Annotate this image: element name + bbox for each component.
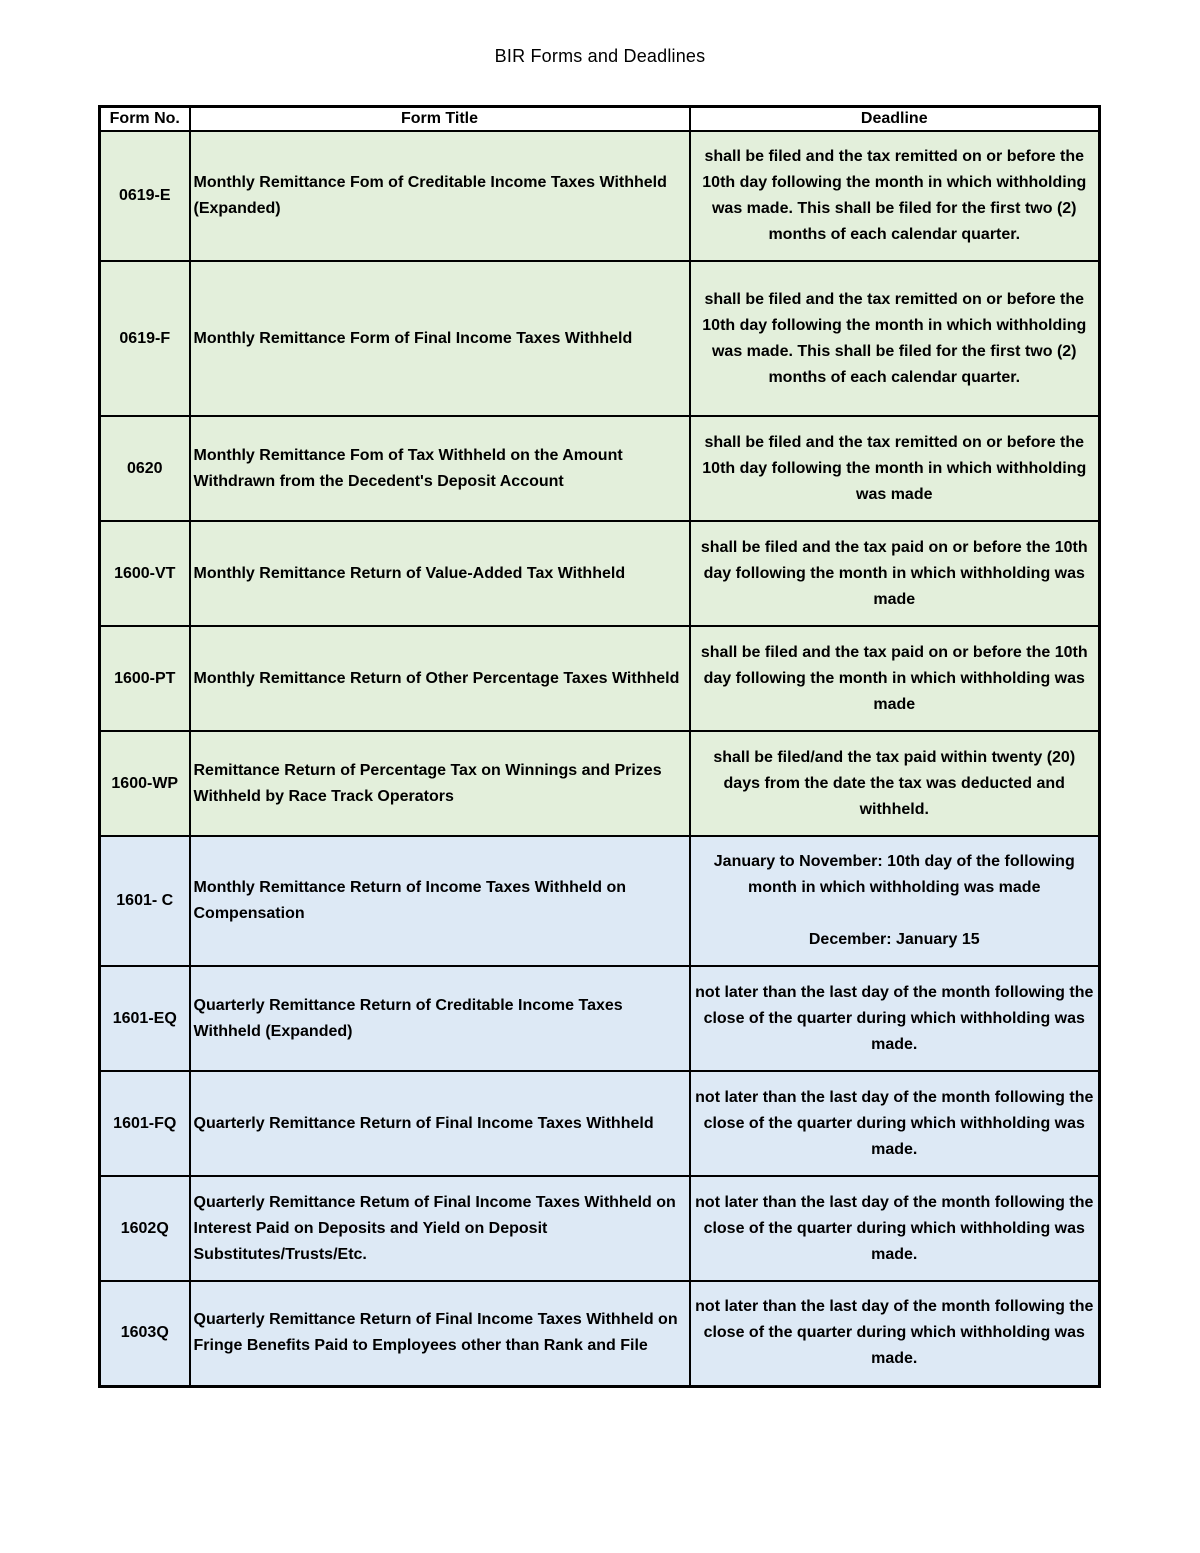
table-row xyxy=(100,1071,1100,1176)
deadline-text: not later than the last day of the month following the close of the quarter during which withholding was made. xyxy=(695,1088,1094,1158)
form-number: 1600-WP xyxy=(100,731,190,836)
form-deadline xyxy=(690,261,1100,416)
form-deadline xyxy=(690,521,1100,626)
header-deadline: Deadline xyxy=(690,107,1100,132)
form-number: 1600-PT xyxy=(100,626,190,731)
form-title: Monthly Remittance Fom of Tax Withheld on the Amount Withdrawn from the Decedent's Deposit Account xyxy=(190,416,690,521)
form-title: Monthly Remittance Return of Value-Added Tax Withheld xyxy=(190,521,690,626)
form-number: 0619-E xyxy=(100,131,190,261)
form-number: 0619-F xyxy=(100,261,190,416)
form-title: Monthly Remittance Return of Income Taxes Withheld on Compensation xyxy=(190,836,690,966)
form-title: Monthly Remittance Fom of Creditable Income Taxes Withheld (Expanded) xyxy=(190,131,690,261)
form-number: 1601-FQ xyxy=(100,1071,190,1176)
form-deadline xyxy=(690,966,1100,1071)
form-deadline xyxy=(690,1176,1100,1281)
form-deadline xyxy=(690,836,1100,966)
table-body xyxy=(100,131,1100,1386)
table-header-row xyxy=(100,107,1100,132)
deadline-text: January to November: 10th day of the following month in which withholding was made xyxy=(713,853,1075,896)
deadline-text: not later than the last day of the month following the close of the quarter during which withholding was made. xyxy=(695,1298,1094,1368)
form-number: 1603Q xyxy=(100,1281,190,1386)
table-row xyxy=(100,836,1100,966)
deadline-text: shall be filed and the tax paid on or before the 10th day following the month in which withholding was made xyxy=(700,643,1088,713)
form-number: 0620 xyxy=(100,416,190,521)
form-title: Quarterly Remittance Return of Final Income Taxes Withheld xyxy=(190,1071,690,1176)
table-row xyxy=(100,966,1100,1071)
form-title: Remittance Return of Percentage Tax on Winnings and Prizes Withheld by Race Track Operators xyxy=(190,731,690,836)
deadline-text: shall be filed/and the tax paid within twenty (20) days from the date the tax was deducted and withheld. xyxy=(713,748,1076,818)
page-title: BIR Forms and Deadlines xyxy=(494,46,706,66)
table-row xyxy=(100,416,1100,521)
deadline-text: shall be filed and the tax paid on or before the 10th day following the month in which withholding was made xyxy=(700,538,1088,608)
form-deadline xyxy=(690,731,1100,836)
table-row xyxy=(100,1281,1100,1386)
form-deadline xyxy=(690,1281,1100,1386)
form-title: Quarterly Remittance Retum of Final Income Taxes Withheld on Interest Paid on Deposits and Yield on Deposit Substitutes/Trusts/Etc. xyxy=(190,1176,690,1281)
form-number: 1601-EQ xyxy=(100,966,190,1071)
forms-deadlines-table xyxy=(98,105,1101,1388)
form-deadline xyxy=(690,626,1100,731)
form-deadline xyxy=(690,1071,1100,1176)
deadline-text: not later than the last day of the month following the close of the quarter during which withholding was made. xyxy=(695,983,1094,1053)
header-form-title: Form Title xyxy=(190,107,690,132)
table-row xyxy=(100,521,1100,626)
form-title: Monthly Remittance Form of Final Income Taxes Withheld xyxy=(190,261,690,416)
form-deadline xyxy=(690,131,1100,261)
table-row xyxy=(100,131,1100,261)
form-number: 1602Q xyxy=(100,1176,190,1281)
deadline-text: shall be filed and the tax remitted on or before the 10th day following the month in which withholding was made. This shall be filed for the first two (2) months of each calendar quarter. xyxy=(702,148,1087,243)
table-row xyxy=(100,626,1100,731)
deadline-text: shall be filed and the tax remitted on or before the 10th day following the month in which withholding was made xyxy=(702,433,1087,503)
form-title: Quarterly Remittance Return of Final Income Taxes Withheld on Fringe Benefits Paid to Employees other than Rank and File xyxy=(190,1281,690,1386)
form-title: Quarterly Remittance Return of Creditable Income Taxes Withheld (Expanded) xyxy=(190,966,690,1071)
table-row xyxy=(100,261,1100,416)
header-form-no: Form No. xyxy=(100,107,190,132)
deadline-text: not later than the last day of the month following the close of the quarter during which withholding was made. xyxy=(695,1193,1094,1263)
table-row xyxy=(100,731,1100,836)
table-row xyxy=(100,1176,1100,1281)
deadline-text: December: January 15 xyxy=(808,931,980,948)
form-number: 1601- C xyxy=(100,836,190,966)
deadline-text: shall be filed and the tax remitted on or before the 10th day following the month in which withholding was made. This shall be filed for the first two (2) months of each calendar quarter. xyxy=(702,290,1087,386)
form-deadline xyxy=(690,416,1100,521)
form-number: 1600-VT xyxy=(100,521,190,626)
form-title: Monthly Remittance Return of Other Percentage Taxes Withheld xyxy=(190,626,690,731)
